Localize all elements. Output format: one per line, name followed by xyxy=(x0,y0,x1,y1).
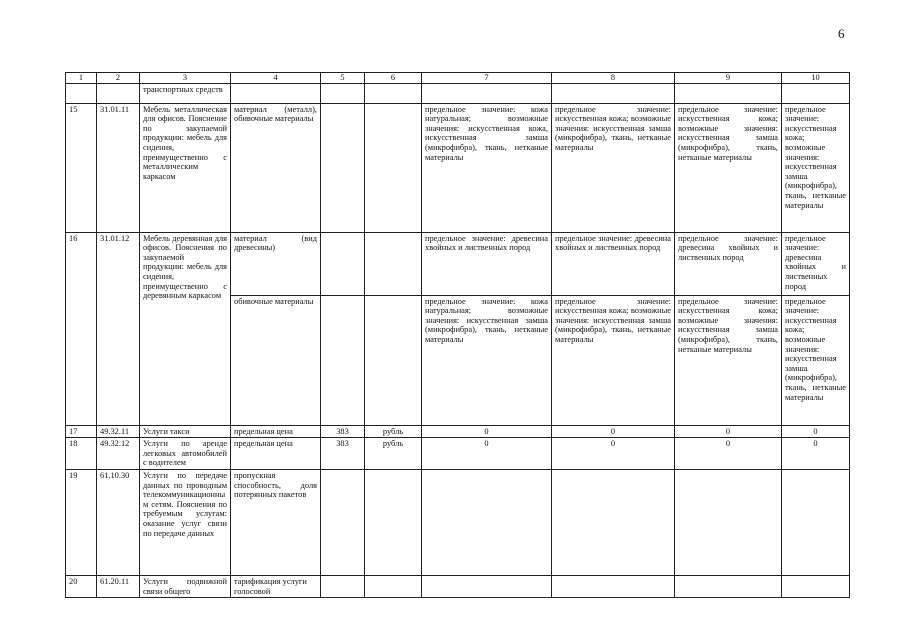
table-row xyxy=(66,425,850,438)
characteristic: пропускная способность, доля потерянных пакетов xyxy=(231,469,321,575)
row-number: 18 xyxy=(66,438,97,470)
column-header: 4 xyxy=(231,73,321,84)
value-cell: 0 xyxy=(782,438,850,470)
column-header: 8 xyxy=(552,73,675,84)
characteristic: обивочные материалы xyxy=(231,295,321,425)
item-name: Услуги по аренде легковых автомобилей с водителем xyxy=(140,438,231,470)
value-cell: 0 xyxy=(675,438,782,470)
value-cell: предельное значение: древесина хвойных и лиственных пород xyxy=(782,232,850,295)
okei-code: 383 xyxy=(321,438,365,470)
value-cell: предельное значение: кожа натуральная; возможные значения: искусственная замша (микрофибра), ткань, нетканые материалы xyxy=(422,295,552,425)
okpd-code: 61.10.30 xyxy=(97,469,140,575)
characteristic: тарификация услуги голосовой xyxy=(231,575,321,597)
value-cell: 0 xyxy=(552,425,675,438)
value-cell: предельное значение: искусственная кожа; возможные значения: искусственная замша (микрофибра), ткань, нетканые материалы xyxy=(675,295,782,425)
okpd-code: 49.32.12 xyxy=(97,438,140,470)
page-number: 6 xyxy=(838,26,845,41)
value-cell: 0 xyxy=(782,425,850,438)
table-row xyxy=(66,469,850,575)
column-header: 10 xyxy=(782,73,850,84)
column-header: 3 xyxy=(140,73,231,84)
table-row xyxy=(66,83,850,103)
characteristic: материал (вид древесины) xyxy=(231,232,321,295)
characteristic: предельная цена xyxy=(231,438,321,470)
header-row xyxy=(66,73,850,84)
column-header: 9 xyxy=(675,73,782,84)
item-name: транспортных средств xyxy=(140,83,231,103)
value-cell: предельное значение: кожа натуральная; возможные значения: искусственная кожа, искусственная замша (микрофибра), ткань, нетканые материалы xyxy=(422,103,552,232)
value-cell: 0 xyxy=(675,425,782,438)
okpd-code: 49.32.11 xyxy=(97,425,140,438)
unit-name: рубль xyxy=(365,425,422,438)
value-cell: предельное значение: древесина хвойных и лиственных пород xyxy=(675,232,782,295)
unit-name: рубль xyxy=(365,438,422,470)
item-name: Мебель металлическая для офисов. Пояснение по закупаемой продукции: мебель для сидения, преимущественно с металлическим каркасом xyxy=(140,103,231,232)
row-number: 19 xyxy=(66,469,97,575)
okei-code: 383 xyxy=(321,425,365,438)
item-name: Услуги подвижной связи общего xyxy=(140,575,231,597)
value-cell: 0 xyxy=(422,438,552,470)
requirements-table xyxy=(65,72,850,598)
okpd-code: 61.20.11 xyxy=(97,575,140,597)
item-name: Услуги по передаче данных по проводным телекоммуникационным сетям. Пояснения по требуемым услугам: оказание услуг связи по передаче данных xyxy=(140,469,231,575)
item-name: Мебель деревянная для офисов. Пояснения по закупаемой продукции: мебель для сидения, преимущественно с деревянным каркасом xyxy=(140,232,231,425)
value-cell: 0 xyxy=(552,438,675,470)
characteristic: материал (металл), обивочные материалы xyxy=(231,103,321,232)
characteristic: предельная цена xyxy=(231,425,321,438)
value-cell: 0 xyxy=(422,425,552,438)
row-number: 16 xyxy=(66,232,97,425)
column-header: 6 xyxy=(365,73,422,84)
value-cell: предельное значение: искусственная кожа; возможные значения: искусственная замша (микрофибра), ткань, нетканые материалы xyxy=(675,103,782,232)
table-row xyxy=(66,575,850,597)
row-number: 20 xyxy=(66,575,97,597)
okpd-code: 31.01.11 xyxy=(97,103,140,232)
column-header: 5 xyxy=(321,73,365,84)
column-header: 2 xyxy=(97,73,140,84)
row-number: 17 xyxy=(66,425,97,438)
value-cell: предельное значение: искусственная кожа; возможные значения: искусственная замша (микрофибра), ткань, нетканые материалы xyxy=(782,295,850,425)
table-row xyxy=(66,438,850,470)
value-cell: предельное значение: древесина хвойных и лиственных пород xyxy=(552,232,675,295)
item-name: Услуги такси xyxy=(140,425,231,438)
table-row xyxy=(66,232,850,295)
column-header: 1 xyxy=(66,73,97,84)
okpd-code: 31.01.12 xyxy=(97,232,140,425)
value-cell: предельное значение: древесина хвойных и лиственных пород xyxy=(422,232,552,295)
column-header: 7 xyxy=(422,73,552,84)
value-cell: предельное значение: искусственная кожа; возможные значения: искусственная замша (микрофибра), ткань, нетканые материалы xyxy=(552,103,675,232)
value-cell: предельное значение: искусственная кожа; возможные значения: искусственная замша (микрофибра), ткань, нетканые материалы xyxy=(552,295,675,425)
row-number: 15 xyxy=(66,103,97,232)
table-row xyxy=(66,103,850,232)
value-cell: предельное значение: искусственная кожа; возможные значения: искусственная замша (микрофибра), ткань, нетканые материалы xyxy=(782,103,850,232)
